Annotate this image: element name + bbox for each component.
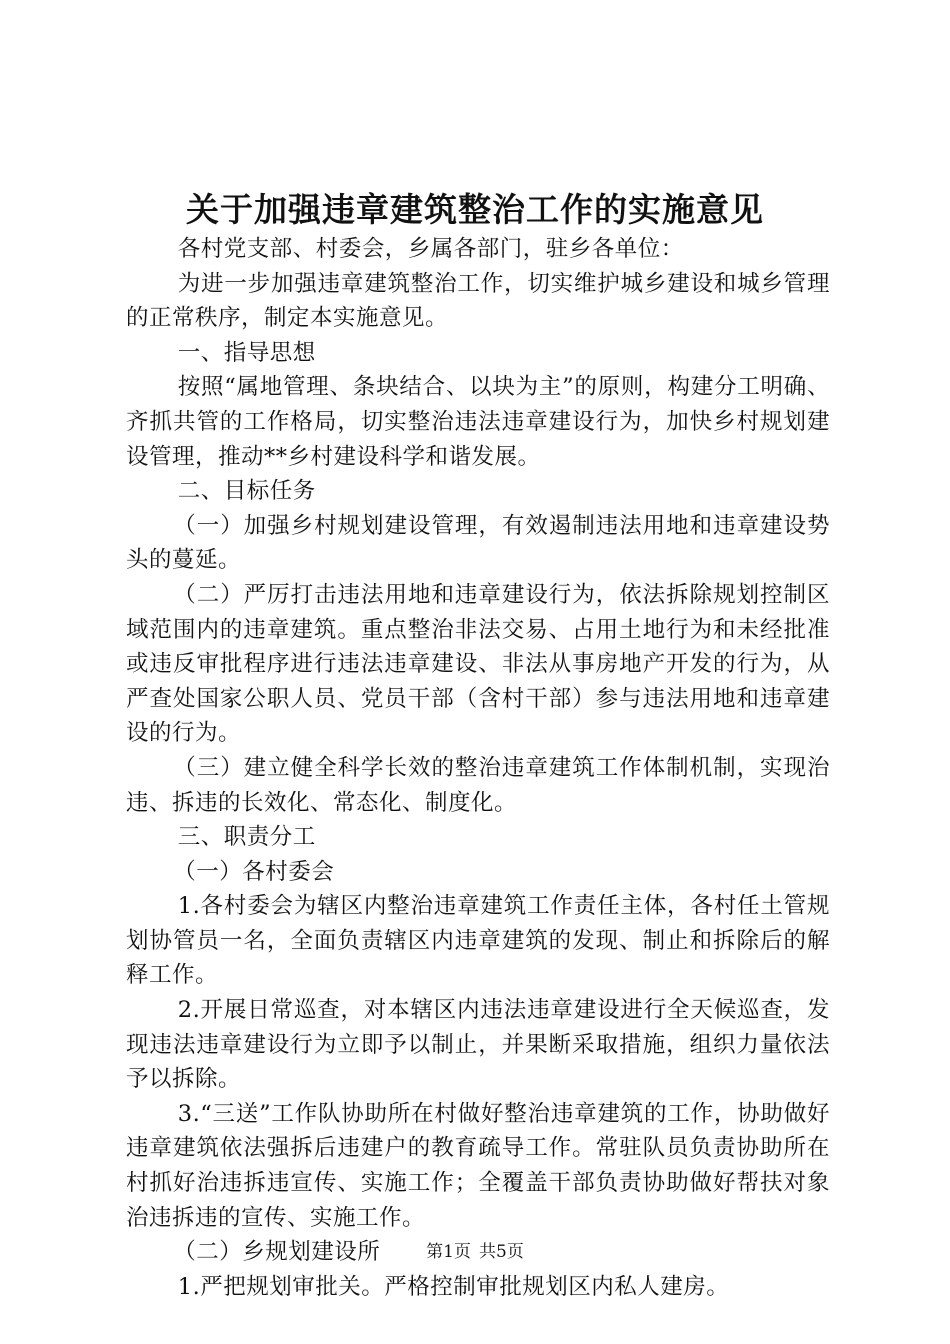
responsibility-item-3: 3.“三送”工作队协助所在村做好整治违章建筑的工作，协助做好违章建筑依法强拆后违建户的教育疏导工作。常驻队员负责协助所在村抓好治违拆违宣传、实施工作；全覆盖干部负责协助做好帮扶对象治违拆违的宣传、实施工作。 bbox=[126, 1100, 830, 1231]
section-heading-goals: 二、目标任务 bbox=[177, 478, 316, 505]
document-body bbox=[126, 232, 830, 1304]
goal-item-1: （一）加强乡村规划建设管理，有效遏制违法用地和违章建设势头的蔓延。 bbox=[126, 512, 830, 574]
page-number: 第1页 bbox=[426, 1242, 471, 1262]
salutation: 各村党支部、村委会，乡属各部门，驻乡各单位： bbox=[177, 236, 684, 262]
goal-item-2: （二）严厉打击违法用地和违章建设行为，依法拆除规划控制区域范围内的违章建筑。重点整治非法交易、占用土地行为和未经批准或违反审批程序进行违法违章建设、非法从事房地产开发的行为，从严查处国家公职人员、党员干部（含村干部）参与违法用地和违章建设的行为。 bbox=[126, 581, 830, 747]
section-heading-guiding-thought: 一、指导思想 bbox=[177, 339, 316, 366]
page-footer bbox=[0, 1241, 950, 1263]
goal-item-3: （三）建立健全科学长效的整治违章建筑工作体制机制，实现治违、拆违的长效化、常态化、制度化。 bbox=[126, 754, 830, 816]
page-total: 共5页 bbox=[479, 1242, 524, 1262]
planning-item-1: 1.严把规划审批关。严格控制审批规划区内私人建房。 bbox=[177, 1273, 730, 1300]
paragraph-guiding-thought: 按照“属地管理、条块结合、以块为主”的原则，构建分工明确、齐抓共管的工作格局，切实整治违法违章建设行为，加快乡村规划建设管理，推动**乡村建设科学和谐发展。 bbox=[126, 374, 830, 470]
responsibility-item-2: 2.开展日常巡查，对本辖区内违法违章建设进行全天候巡查，发现违法违章建设行为立即予以制止，并果断采取措施，组织力量依法予以拆除。 bbox=[126, 997, 830, 1093]
subsection-heading-village-committees: （一）各村委会 bbox=[173, 858, 335, 885]
subsection-heading-planning-office: （二）乡规划建设所 bbox=[173, 1239, 381, 1266]
responsibility-item-1: 1.各村委会为辖区内整治违章建筑工作责任主体，各村任土管规划协管员一名，全面负责辖区内违章建筑的发现、制止和拆除后的解释工作。 bbox=[126, 893, 830, 989]
intro-paragraph: 为进一步加强违章建筑整治工作，切实维护城乡建设和城乡管理的正常秩序，制定本实施意见。 bbox=[126, 270, 830, 332]
document-title: 关于加强违章建筑整治工作的实施意见 bbox=[186, 190, 764, 229]
section-heading-responsibilities: 三、职责分工 bbox=[177, 824, 316, 851]
